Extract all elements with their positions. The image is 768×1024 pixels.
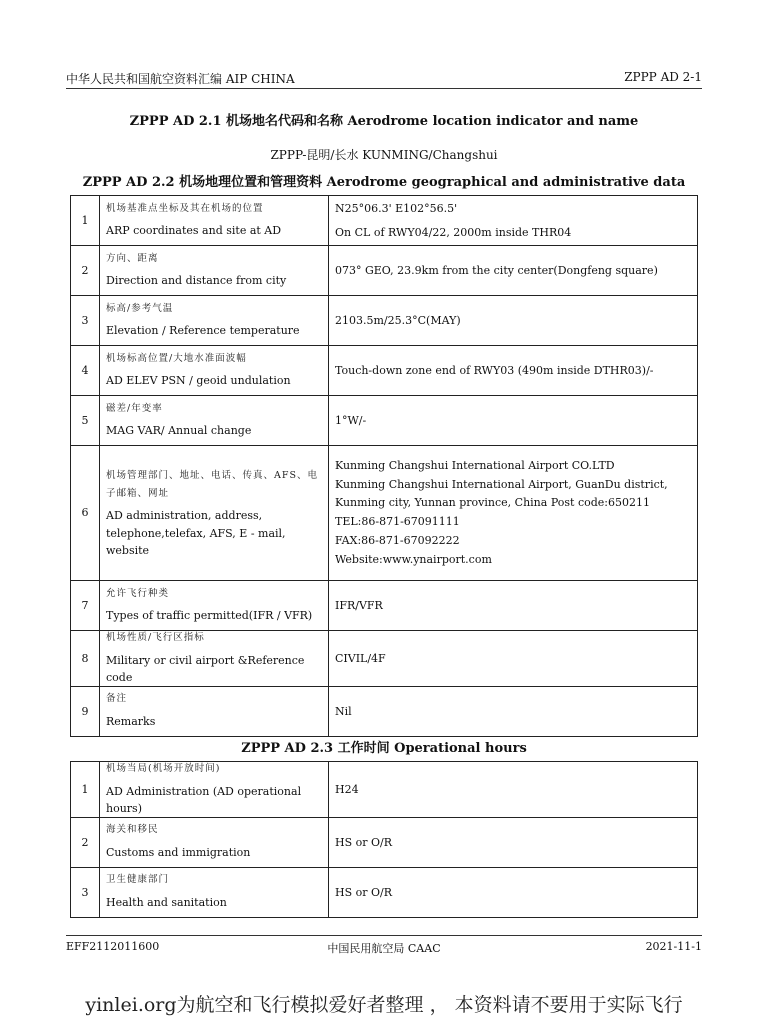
label-english: Direction and distance from city [106, 274, 287, 288]
row-label [100, 686, 329, 736]
label-chinese: 方向、距离 [106, 252, 159, 264]
row-number: 9 [71, 686, 100, 736]
value-line: Kunming Changshui International Airport CO.LTD [335, 458, 615, 472]
label-english: Remarks [106, 715, 156, 729]
label-chinese: 机场管理部门、地址、电话、传真、AFS、电子邮箱、网址 [106, 470, 318, 500]
label-chinese: 海关和移民 [106, 824, 159, 836]
label-chinese: 机场性质/飞行区指标 [106, 632, 205, 643]
value-line: N25°06.3' E102°56.5' [335, 202, 458, 216]
row-value: HS or O/R [329, 817, 698, 867]
label-english: Elevation / Reference temperature [106, 324, 300, 338]
label-chinese: 机场标高位置/大地水准面波幅 [106, 352, 247, 364]
row-label [100, 296, 329, 346]
value-line: Kunming Changshui International Airport, GuanDu district, Kunming city, Yunnan province, China Post code:650211 [335, 477, 668, 509]
label-chinese: 卫生健康部门 [106, 874, 170, 886]
row-number: 1 [71, 196, 100, 246]
label-chinese: 机场当局(机场开放时间) [106, 763, 221, 774]
label-english: ARP coordinates and site at AD [106, 224, 282, 238]
row-number: 3 [71, 296, 100, 346]
value-line: TEL:86-871-67091111 [335, 515, 460, 528]
row-number: 5 [71, 396, 100, 446]
row-value: Nil [329, 686, 698, 736]
value-line: On CL of RWY04/22, 2000m inside THR04 [335, 225, 572, 239]
row-value [329, 446, 698, 581]
row-number: 8 [71, 631, 100, 687]
footer-divider [66, 935, 702, 936]
row-number: 7 [71, 581, 100, 631]
label-english: AD Administration (AD operational hours) [106, 784, 302, 815]
label-english: Military or civil airport &Reference code [106, 653, 305, 684]
location-indicator: ZPPP-昆明/长水 KUNMING/Changshui [270, 148, 498, 162]
row-number: 3 [71, 867, 100, 917]
label-english: MAG VAR/ Annual change [106, 424, 252, 438]
label-english: Customs and immigration [106, 846, 251, 860]
table-row [71, 196, 698, 246]
label-chinese: 标高/参考气温 [106, 302, 174, 314]
label-chinese: 备注 [106, 693, 128, 705]
row-value: 1°W/- [329, 396, 698, 446]
footer-date: 2021-11-1 [645, 940, 702, 953]
table-row [71, 446, 698, 581]
footer-authority: 中国民用航空局 CAAC [327, 942, 441, 955]
row-label [100, 631, 329, 687]
row-label [100, 446, 329, 581]
row-number: 6 [71, 446, 100, 581]
row-value: Touch-down zone end of RWY03 (490m inside DTHR03)/- [329, 346, 698, 396]
row-number: 4 [71, 346, 100, 396]
table-row [71, 867, 698, 917]
operational-hours-table [70, 761, 698, 918]
header-page-id: ZPPP AD 2-1 [624, 70, 702, 84]
row-number: 2 [71, 246, 100, 296]
row-label [100, 396, 329, 446]
table-row [71, 581, 698, 631]
label-english: AD ELEV PSN / geoid undulation [106, 374, 291, 388]
table-row [71, 686, 698, 736]
row-number: 1 [71, 762, 100, 818]
row-label [100, 867, 329, 917]
table-row [71, 817, 698, 867]
label-chinese: 磁差/年变率 [106, 402, 163, 414]
row-value [329, 196, 698, 246]
label-english: Types of traffic permitted(IFR / VFR) [106, 609, 313, 623]
table-row [71, 296, 698, 346]
row-label [100, 762, 329, 818]
row-label [100, 196, 329, 246]
table-row [71, 346, 698, 396]
row-value: H24 [329, 762, 698, 818]
row-number: 2 [71, 817, 100, 867]
label-english: AD administration, address, telephone,telefax, AFS, E - mail, website [106, 509, 286, 557]
row-label [100, 246, 329, 296]
geographical-admin-table [70, 195, 698, 737]
section-2-2-title: ZPPP AD 2.2 机场地理位置和管理资料 Aerodrome geographical and administrative data [82, 175, 686, 190]
table-row [71, 246, 698, 296]
label-english: Health and sanitation [106, 896, 227, 910]
section-2-1-title: ZPPP AD 2.1 机场地名代码和名称 Aerodrome location indicator and name [129, 114, 639, 129]
table-row [71, 396, 698, 446]
row-label [100, 346, 329, 396]
label-chinese: 允许飞行种类 [106, 587, 170, 599]
header-publication: 中华人民共和国航空资料汇编 AIP CHINA [66, 72, 295, 86]
row-value: 073° GEO, 23.9km from the city center(Dongfeng square) [329, 246, 698, 296]
row-value: CIVIL/4F [329, 631, 698, 687]
section-2-3-title: ZPPP AD 2.3 工作时间 Operational hours [241, 741, 527, 756]
row-value: 2103.5m/25.3°C(MAY) [329, 296, 698, 346]
table-row [71, 762, 698, 818]
value-line: Website:www.ynairport.com [335, 553, 492, 567]
header-divider [66, 88, 702, 89]
table-row [71, 631, 698, 687]
watermark-text: yinlei.org为航空和飞行模拟爱好者整理 ， 本资料请不要用于实际飞行 [85, 994, 683, 1016]
row-value: HS or O/R [329, 867, 698, 917]
value-line: FAX:86-871-67092222 [335, 534, 460, 548]
footer-effective-code: EFF2112011600 [66, 940, 160, 953]
row-label [100, 581, 329, 631]
row-value: IFR/VFR [329, 581, 698, 631]
row-label [100, 817, 329, 867]
label-chinese: 机场基准点坐标及其在机场的位置 [106, 202, 264, 214]
